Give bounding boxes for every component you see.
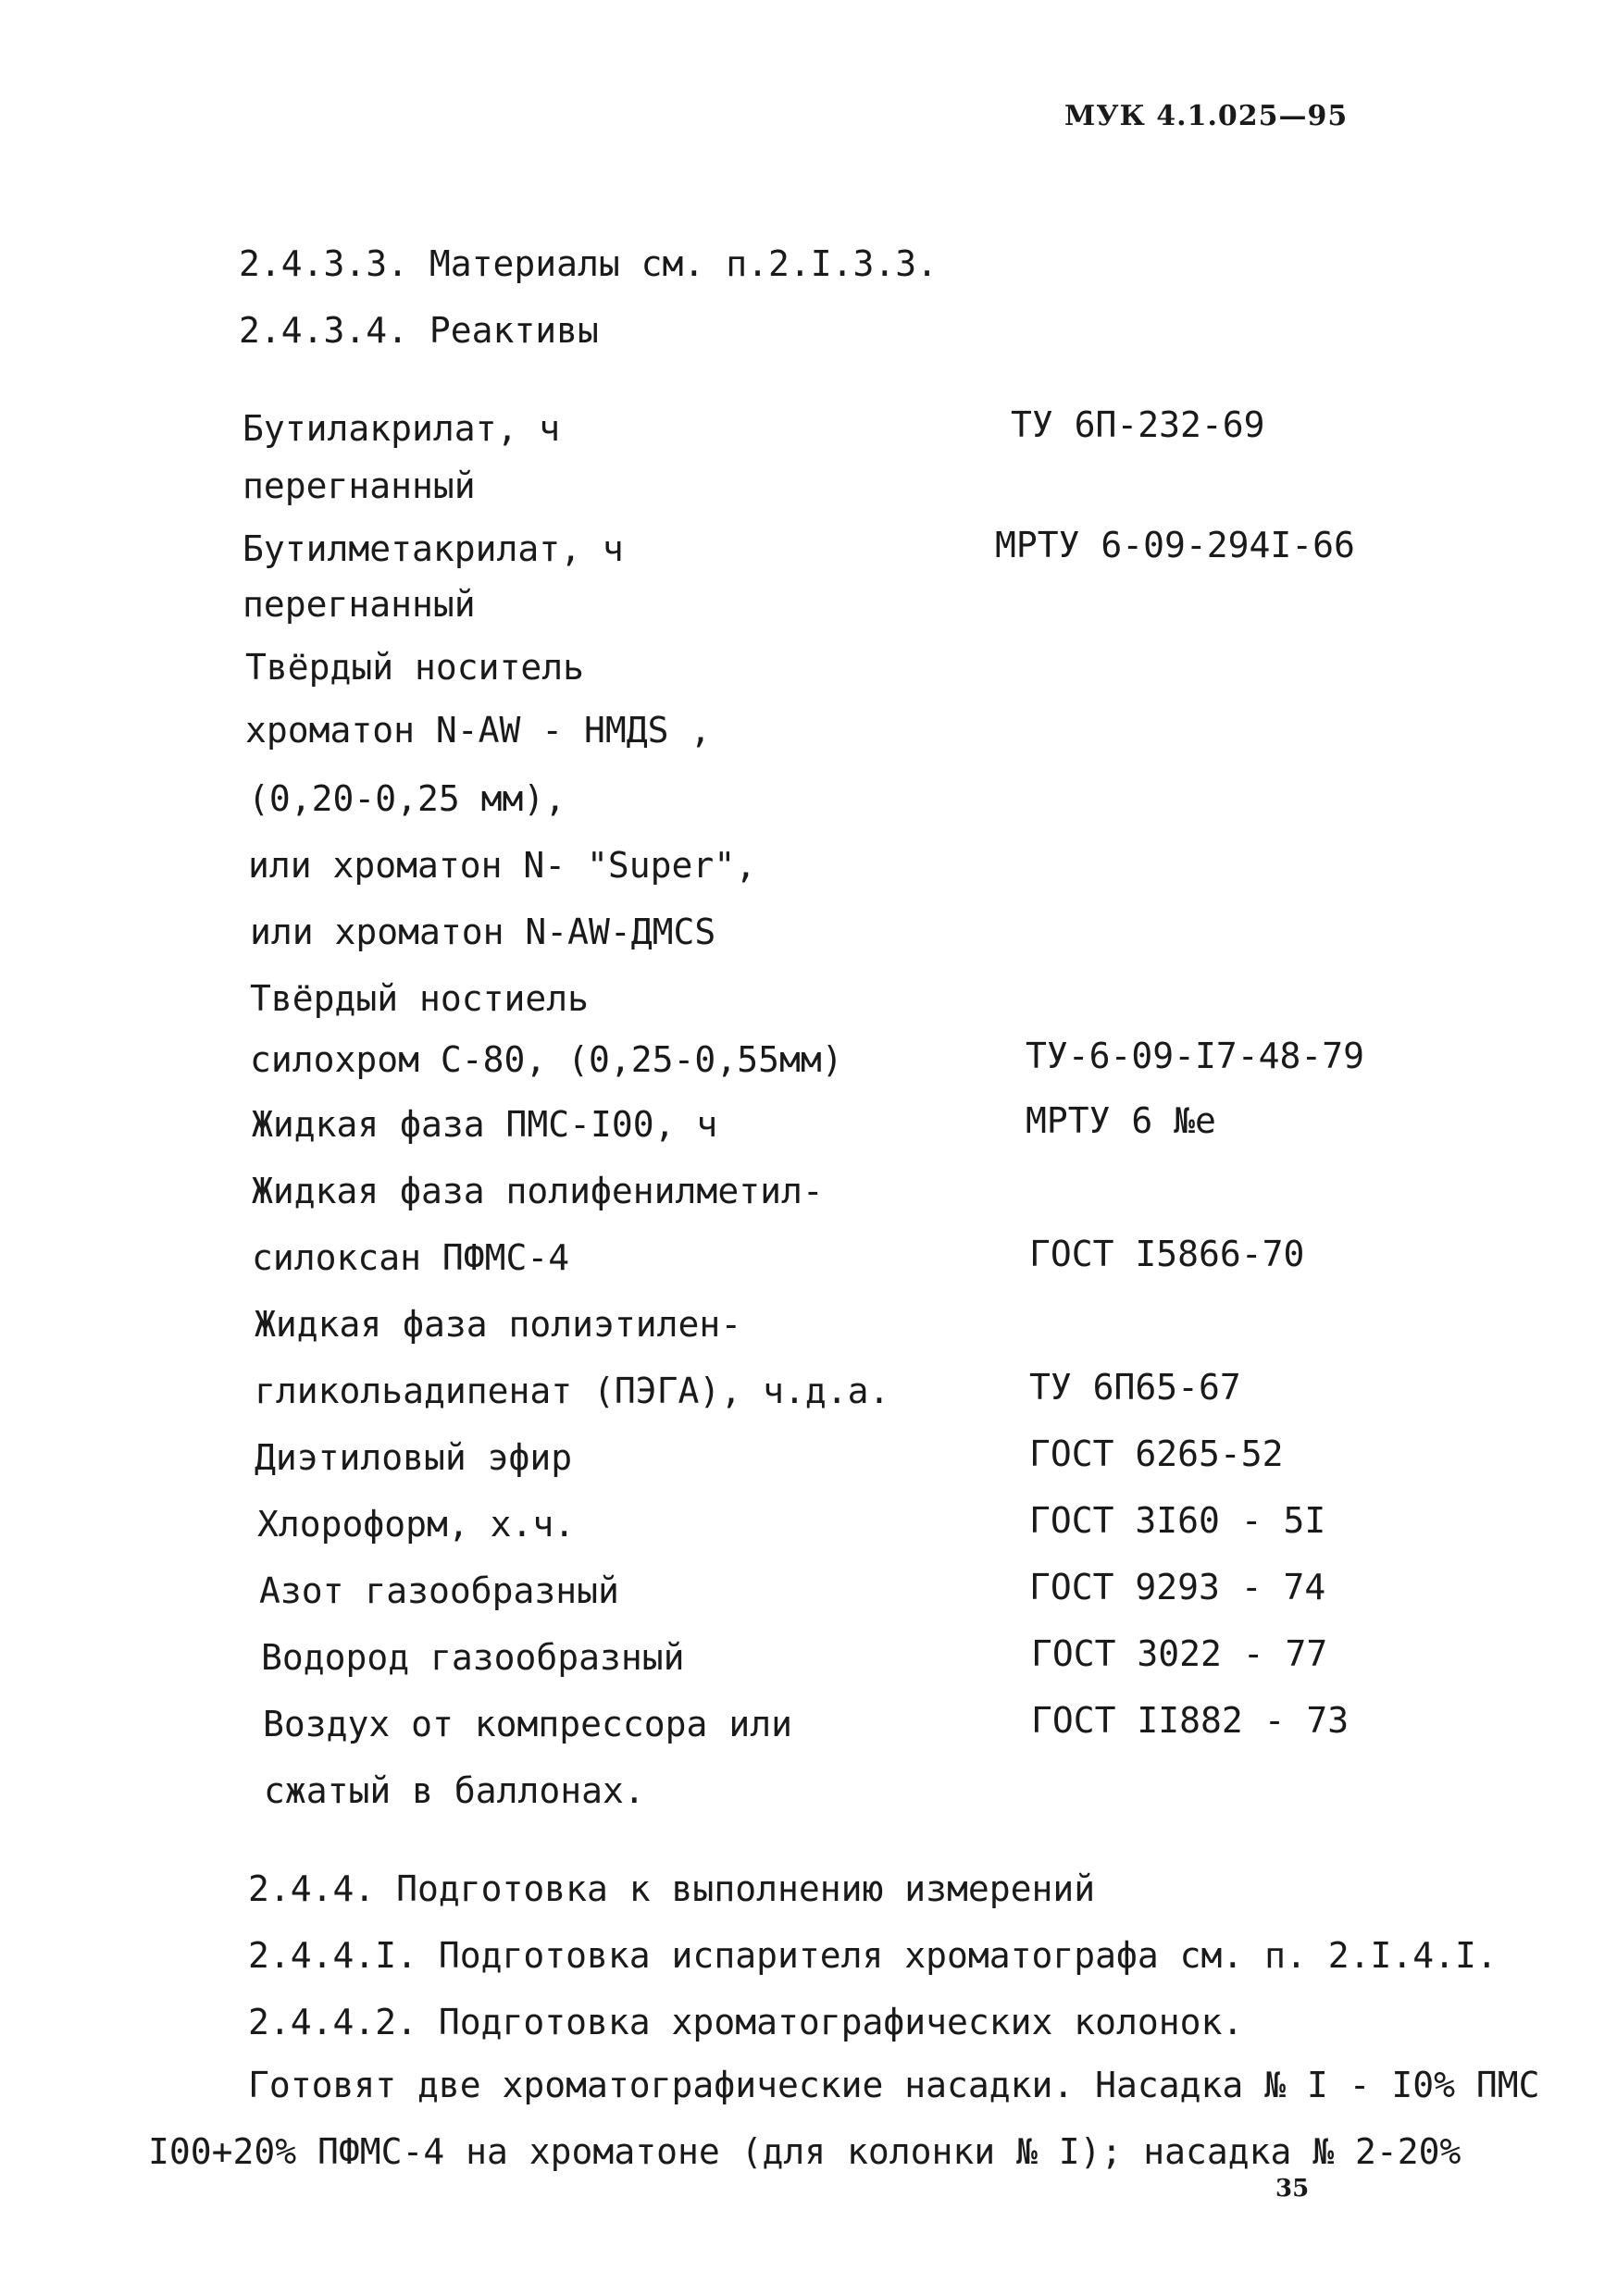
preparation-line: 2.4.4.I. Подготовка испарителя хроматографа см. п. 2.I.4.I.: [248, 1935, 1498, 1976]
reagent-name: Хлороформ, х.ч.: [257, 1504, 576, 1545]
reagent-name: Водород газообразный: [261, 1637, 685, 1678]
reagent-name: Азот газообразный: [259, 1570, 619, 1611]
reagent-name: хроматон N-AW - НМДS ,: [245, 710, 712, 751]
reagent-name: силоксан ПФМС-4: [252, 1237, 570, 1278]
reagent-name: Твёрдый ностиель: [250, 978, 590, 1019]
preparation-heading: 2.4.4. Подготовка к выполнению измерений: [248, 1868, 1096, 1909]
reagent-standard: ГОСТ 3022 - 77: [1031, 1633, 1328, 1674]
reagent-standard: ГОСТ 6265-52: [1029, 1433, 1284, 1474]
reagent-name: Воздух от компрессора или: [263, 1704, 792, 1744]
reagent-name: Твёрдый носитель: [245, 647, 585, 688]
reagent-name: силохром С-80, (0,25-0,55мм): [250, 1039, 843, 1080]
reagent-name: Бутилметакрилат, ч: [243, 528, 624, 569]
reagent-name: Жидкая фаза полифенилметил-: [252, 1171, 824, 1211]
reagent-standard: МРТУ 6-09-294I-66: [995, 525, 1355, 565]
reagent-name: Жидкая фаза полиэтилен-: [255, 1304, 742, 1345]
reagent-name: или хроматон N-AW-ДМСS: [250, 912, 716, 952]
preparation-line: I00+20% ПФМС-4 на хроматоне (для колонки № I); насадка № 2-20%: [148, 2131, 1462, 2172]
reagent-standard: ГОСТ I5866-70: [1029, 1234, 1305, 1274]
section-reagents: 2.4.3.4. Реактивы: [239, 310, 599, 351]
preparation-line: 2.4.4.2. Подготовка хроматографических колонок.: [248, 2002, 1244, 2042]
reagent-standard: МРТУ 6 №е: [1026, 1100, 1216, 1141]
document-code: МУК 4.1.025—95: [1064, 100, 1349, 132]
reagent-name: или хроматон N- "Super",: [248, 845, 757, 886]
reagent-standard: ГОСТ 9293 - 74: [1029, 1567, 1326, 1607]
reagent-standard: ТУ 6П65-67: [1029, 1367, 1241, 1408]
reagent-name: Жидкая фаза ПМС-I00, ч: [252, 1104, 718, 1145]
reagent-standard: ГОСТ II882 - 73: [1031, 1700, 1350, 1741]
reagent-name: Бутилакрилат, ч: [243, 408, 561, 449]
section-materials: 2.4.3.3. Материалы см. п.2.I.3.3.: [239, 243, 938, 284]
reagent-standard: ТУ 6П-232-69: [1011, 404, 1265, 445]
page-number: 35: [1275, 2175, 1310, 2203]
reagent-name: перегнанный: [243, 465, 476, 506]
reagent-name: гликольадипенат (ПЭГА), ч.д.а.: [255, 1371, 890, 1411]
reagent-name: сжатый в баллонах.: [264, 1770, 645, 1811]
reagent-name: перегнанный: [243, 584, 476, 625]
reagent-standard: ГОСТ 3I60 - 5I: [1029, 1500, 1326, 1541]
preparation-line: Готовят две хроматографические насадки. Насадка № I - I0% ПМС: [248, 2065, 1540, 2105]
reagent-name: Диэтиловый эфир: [255, 1437, 573, 1478]
reagent-standard: ТУ-6-09-I7-48-79: [1026, 1036, 1365, 1076]
reagent-name: (0,20-0,25 мм),: [248, 778, 566, 819]
